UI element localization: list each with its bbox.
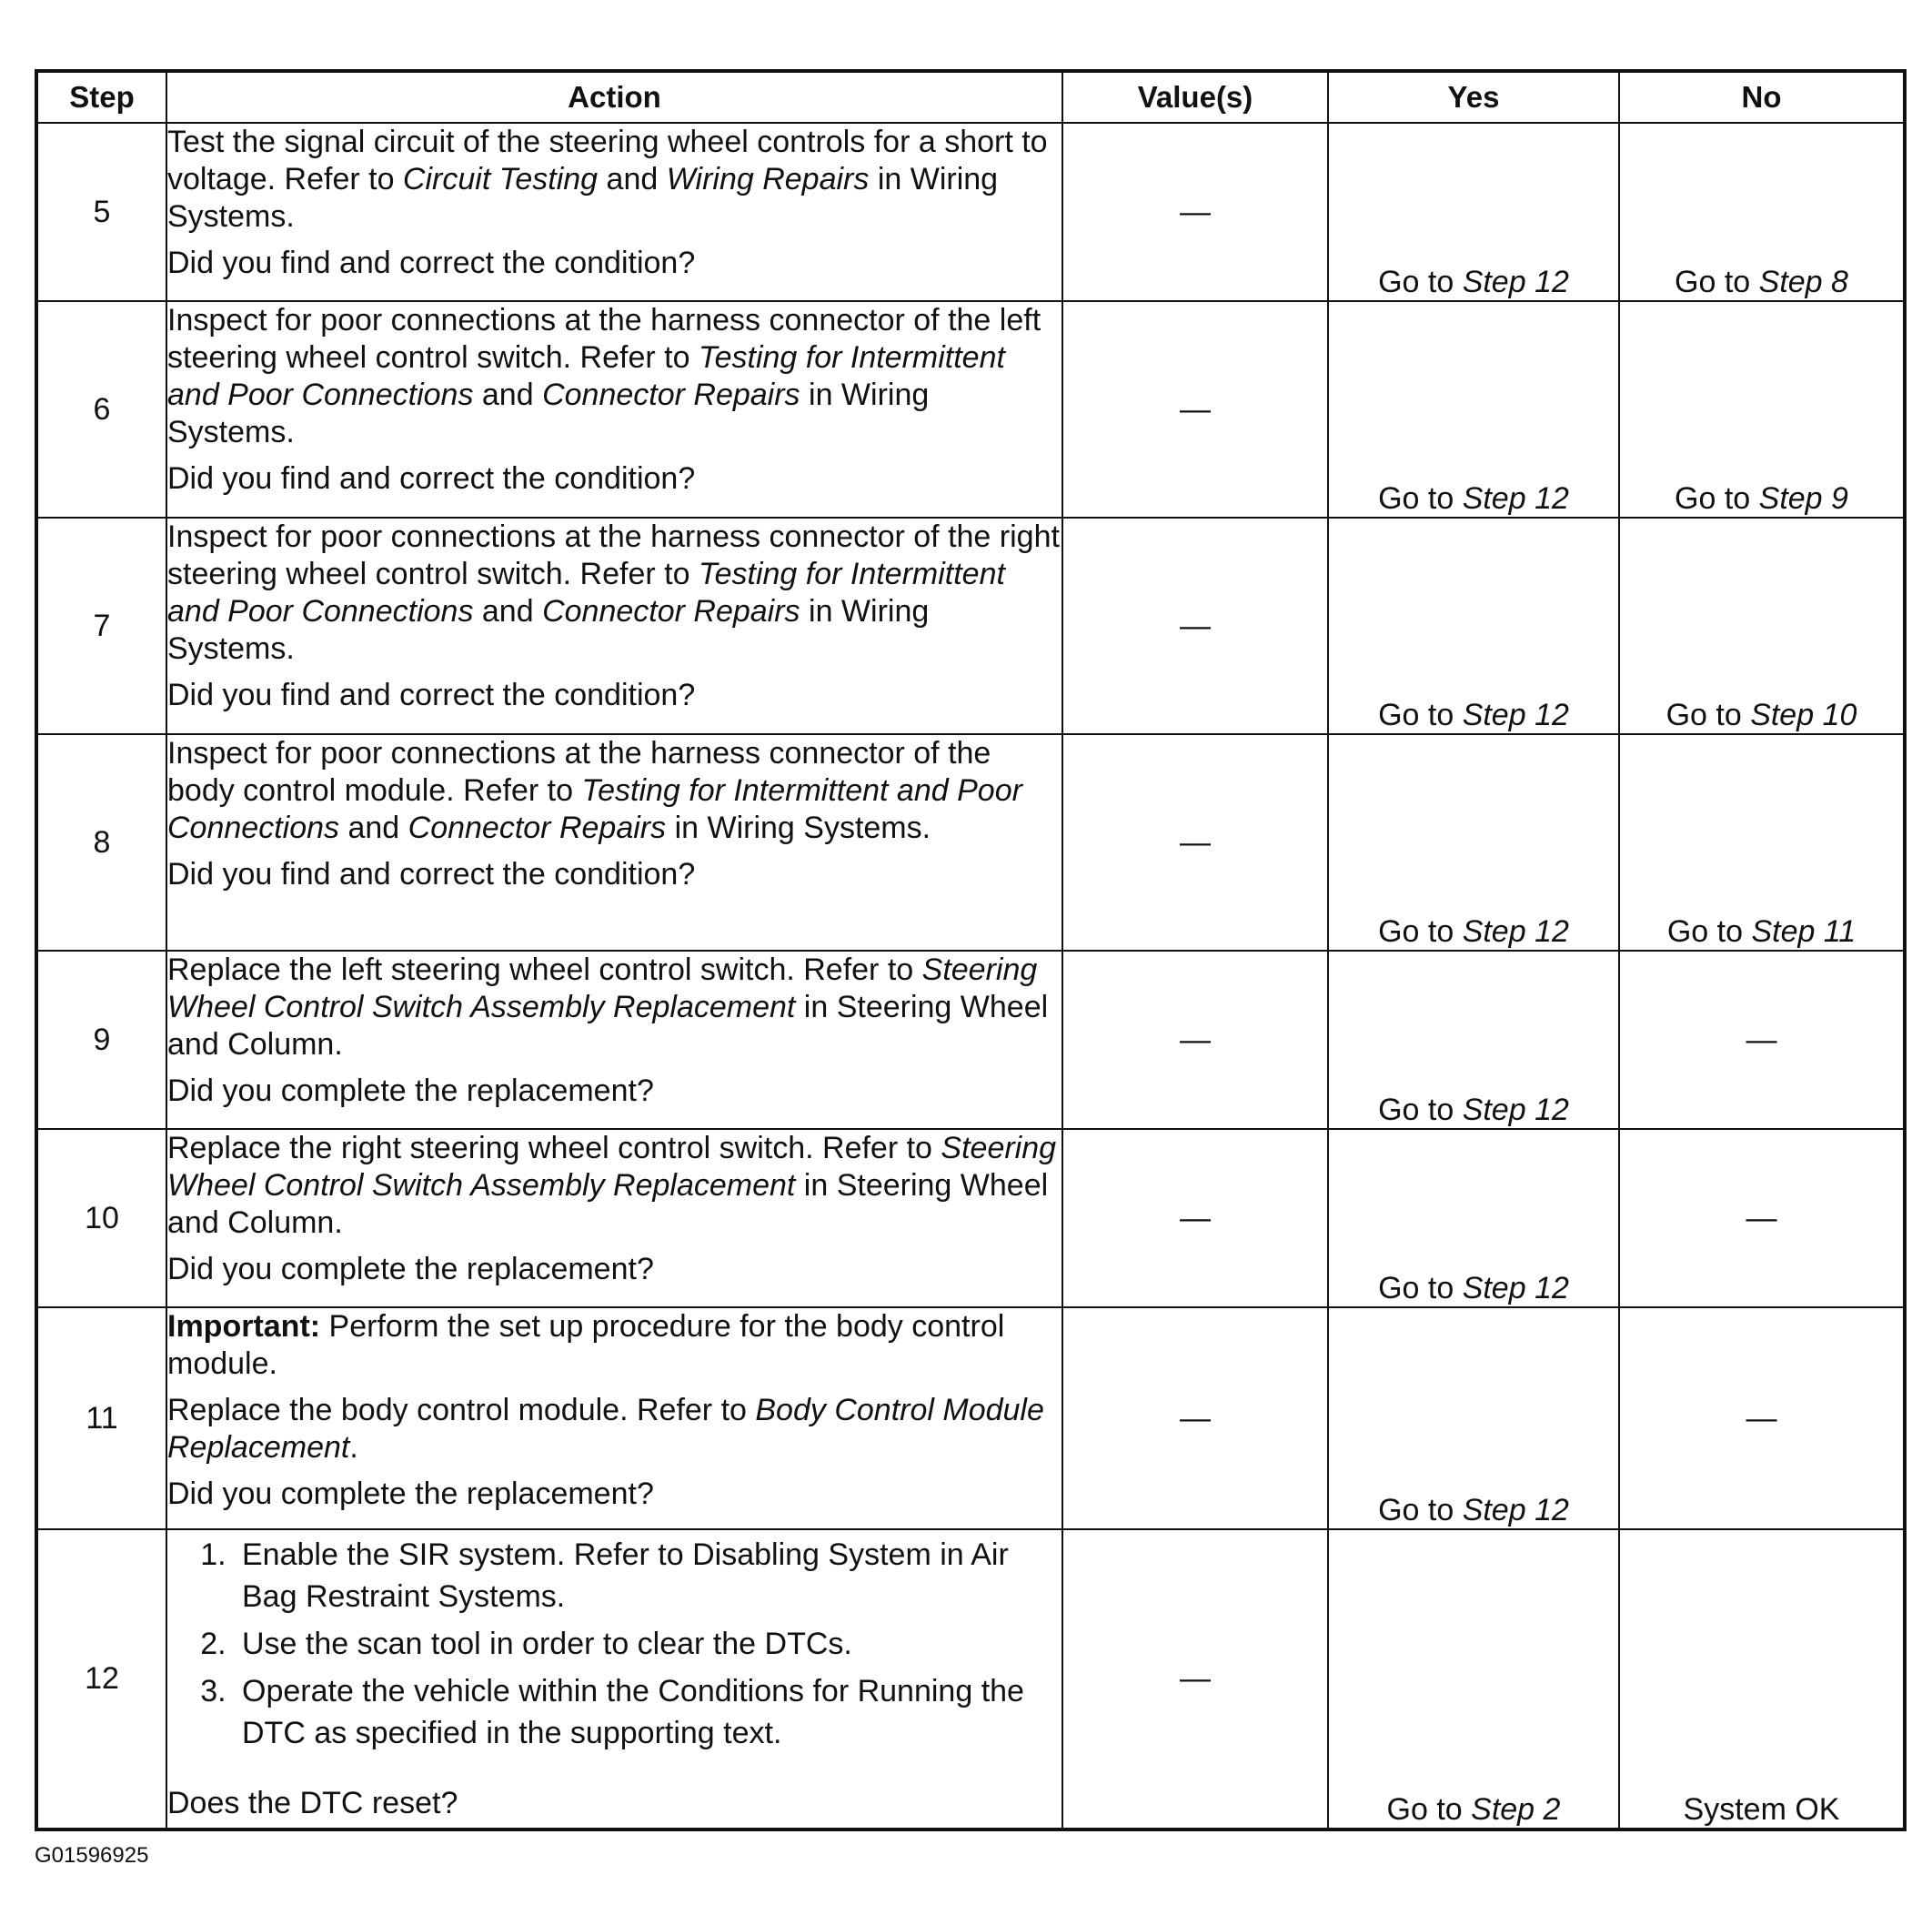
no-cell (1619, 518, 1905, 734)
action-text (167, 735, 1062, 847)
no-cell (1619, 123, 1905, 301)
action-text-segment: Testing for Intermittent and Poor Connections (167, 773, 1022, 845)
action-text-segment: Circuit Testing (402, 162, 599, 197)
action-question: Did you find and correct the condition? (167, 461, 696, 496)
action-cell (166, 1307, 1062, 1529)
action-text (167, 519, 1062, 668)
action-text-segment: Replace the left steering wheel control switch. Refer to (167, 952, 922, 987)
goto-prefix: Go to (1378, 1093, 1463, 1127)
action-cell (166, 301, 1062, 518)
procedure-item: 2. Use the scan tool in order to clear the DTCs. (235, 1623, 1062, 1665)
action-text-segment: in Wiring Systems. (167, 378, 930, 449)
step-number: 10 (36, 1129, 166, 1307)
table-row (36, 1529, 1905, 1829)
action-cell (166, 951, 1062, 1129)
goto-prefix: Go to (1666, 914, 1752, 949)
action-question: Did you find and correct the condition? (167, 857, 696, 892)
goto-prefix: Go to (1378, 481, 1463, 516)
goto-step-ref: Step 12 (1462, 481, 1569, 516)
goto-prefix: Go to (1386, 1792, 1472, 1827)
action-question: Did you find and correct the condition? (167, 246, 696, 280)
action-paragraph (167, 1392, 1062, 1466)
value-cell: — (1062, 518, 1328, 734)
action-text-segment: Connector Repairs (542, 378, 800, 412)
step-number: 5 (36, 123, 166, 301)
step-number: 11 (36, 1307, 166, 1529)
action-cell (166, 518, 1062, 734)
header-action: Action (166, 71, 1062, 123)
goto-step-ref: Step 12 (1462, 914, 1569, 949)
goto-step-ref: Step 12 (1462, 1493, 1569, 1527)
action-text-segment: . (349, 1430, 358, 1465)
yes-cell (1328, 518, 1619, 734)
goto-step-ref: Step 12 (1462, 265, 1569, 299)
figure-id: G01596925 (35, 1843, 149, 1868)
action-text-segment: and (598, 162, 667, 197)
action-text (167, 952, 1062, 1063)
value-cell: — (1062, 1529, 1328, 1829)
procedure-item: 3. Operate the vehicle within the Conditions for Running the DTC as specified in the supporting text. (235, 1670, 1062, 1754)
action-text-segment: Wiring Repairs (666, 162, 870, 197)
action-text-segment: in Steering Wheel and Column. (167, 1168, 1049, 1240)
diagnostic-table (35, 69, 1907, 1831)
action-question: Does the DTC reset? (167, 1786, 458, 1820)
action-cell (166, 1129, 1062, 1307)
value-cell: — (1062, 951, 1328, 1129)
step-number: 8 (36, 734, 166, 951)
procedure-item: 1. Enable the SIR system. Refer to Disabling System in Air Bag Restraint Systems. (235, 1534, 1062, 1618)
goto-prefix: Go to (1378, 1493, 1463, 1527)
procedure-list (167, 1534, 1062, 1754)
action-question: Did you find and correct the condition? (167, 678, 696, 712)
action-text-segment: Replace the right steering wheel control switch. Refer to (167, 1131, 941, 1165)
no-cell: — (1619, 1307, 1905, 1529)
action-question: Did you complete the replacement? (167, 1477, 654, 1511)
action-text-segment: in Wiring Systems. (167, 162, 999, 234)
table-row (36, 1129, 1905, 1307)
no-cell: System OK (1619, 1529, 1905, 1829)
goto-step-ref: Step 8 (1758, 265, 1848, 299)
action-text-segment: Perform the set up procedure for the body control module. (167, 1309, 1005, 1381)
action-text-segment: Replace the body control module. Refer to (167, 1393, 756, 1427)
action-text (167, 302, 1062, 451)
action-text-segment: in Wiring Systems. (666, 811, 931, 845)
action-text-segment: and (339, 811, 408, 845)
action-cell (166, 1529, 1062, 1829)
value-cell: — (1062, 1129, 1328, 1307)
goto-prefix: Go to (1675, 265, 1759, 299)
table-row (36, 518, 1905, 734)
header-row (36, 71, 1905, 123)
action-text-segment: in Steering Wheel and Column. (167, 990, 1049, 1062)
goto-step-ref: Step 9 (1758, 481, 1848, 516)
action-text-segment: Inspect for poor connections at the harness connector of the right steering wheel control switch. Refer to (167, 519, 1060, 591)
action-text-segment: Inspect for poor connections at the harness connector of the body control module. Refer to (167, 736, 991, 808)
table-row (36, 301, 1905, 518)
goto-step-ref: Step 10 (1750, 698, 1857, 732)
action-text-segment: Steering Wheel Control Switch Assembly Replacement (167, 952, 1038, 1024)
yes-cell (1328, 123, 1619, 301)
yes-cell (1328, 951, 1619, 1129)
goto-step-ref: Step 11 (1751, 914, 1857, 949)
value-cell: — (1062, 301, 1328, 518)
no-cell: — (1619, 1129, 1905, 1307)
no-cell (1619, 301, 1905, 518)
action-text-segment: and (473, 378, 543, 412)
action-paragraph (167, 1308, 1062, 1383)
action-text (167, 124, 1062, 236)
table-body (36, 123, 1905, 1829)
action-question: Did you complete the replacement? (167, 1073, 654, 1108)
action-text (167, 1130, 1062, 1242)
action-text-segment: Important: (167, 1309, 321, 1344)
action-question: Did you complete the replacement? (167, 1252, 654, 1286)
yes-cell (1328, 1529, 1619, 1829)
table-row (36, 1307, 1905, 1529)
action-text-segment: Body Control Module Replacement (167, 1393, 1044, 1465)
value-cell: — (1062, 123, 1328, 301)
goto-prefix: Go to (1378, 698, 1463, 732)
table-row (36, 951, 1905, 1129)
yes-cell (1328, 1307, 1619, 1529)
table-row (36, 734, 1905, 951)
goto-prefix: Go to (1675, 481, 1759, 516)
yes-cell (1328, 1129, 1619, 1307)
goto-step-ref: Step 12 (1462, 1271, 1569, 1305)
step-number: 6 (36, 301, 166, 518)
goto-prefix: Go to (1378, 1271, 1463, 1305)
yes-cell (1328, 301, 1619, 518)
action-text-segment: Connector Repairs (408, 811, 667, 845)
header-values: Value(s) (1062, 71, 1328, 123)
action-text-segment: Inspect for poor connections at the harness connector of the left steering wheel control switch. Refer to (167, 303, 1041, 375)
step-number: 7 (36, 518, 166, 734)
value-cell: — (1062, 734, 1328, 951)
goto-prefix: Go to (1378, 914, 1463, 949)
step-number: 12 (36, 1529, 166, 1829)
header-step: Step (36, 71, 166, 123)
action-text-segment: in Wiring Systems. (167, 594, 930, 666)
goto-step-ref: Step 12 (1462, 1093, 1569, 1127)
header-no: No (1619, 71, 1905, 123)
goto-prefix: Go to (1665, 698, 1751, 732)
no-cell (1619, 734, 1905, 951)
value-cell: — (1062, 1307, 1328, 1529)
yes-cell (1328, 734, 1619, 951)
action-text-segment: and (473, 594, 543, 629)
step-number: 9 (36, 951, 166, 1129)
no-cell: — (1619, 951, 1905, 1129)
action-text-segment: Testing for Intermittent and Poor Connections (167, 340, 1005, 412)
goto-step-ref: Step 12 (1462, 698, 1569, 732)
header-yes: Yes (1328, 71, 1619, 123)
goto-step-ref: Step 2 (1471, 1792, 1561, 1827)
action-text-segment: Steering Wheel Control Switch Assembly Replacement (167, 1131, 1057, 1203)
action-text-segment: Connector Repairs (542, 594, 800, 629)
action-cell (166, 734, 1062, 951)
action-text-segment: Testing for Intermittent and Poor Connections (167, 557, 1005, 629)
table-row (36, 123, 1905, 301)
action-cell (166, 123, 1062, 301)
action-text-segment: Test the signal circuit of the steering wheel controls for a short to voltage. Refer to (167, 125, 1048, 197)
goto-prefix: Go to (1378, 265, 1463, 299)
